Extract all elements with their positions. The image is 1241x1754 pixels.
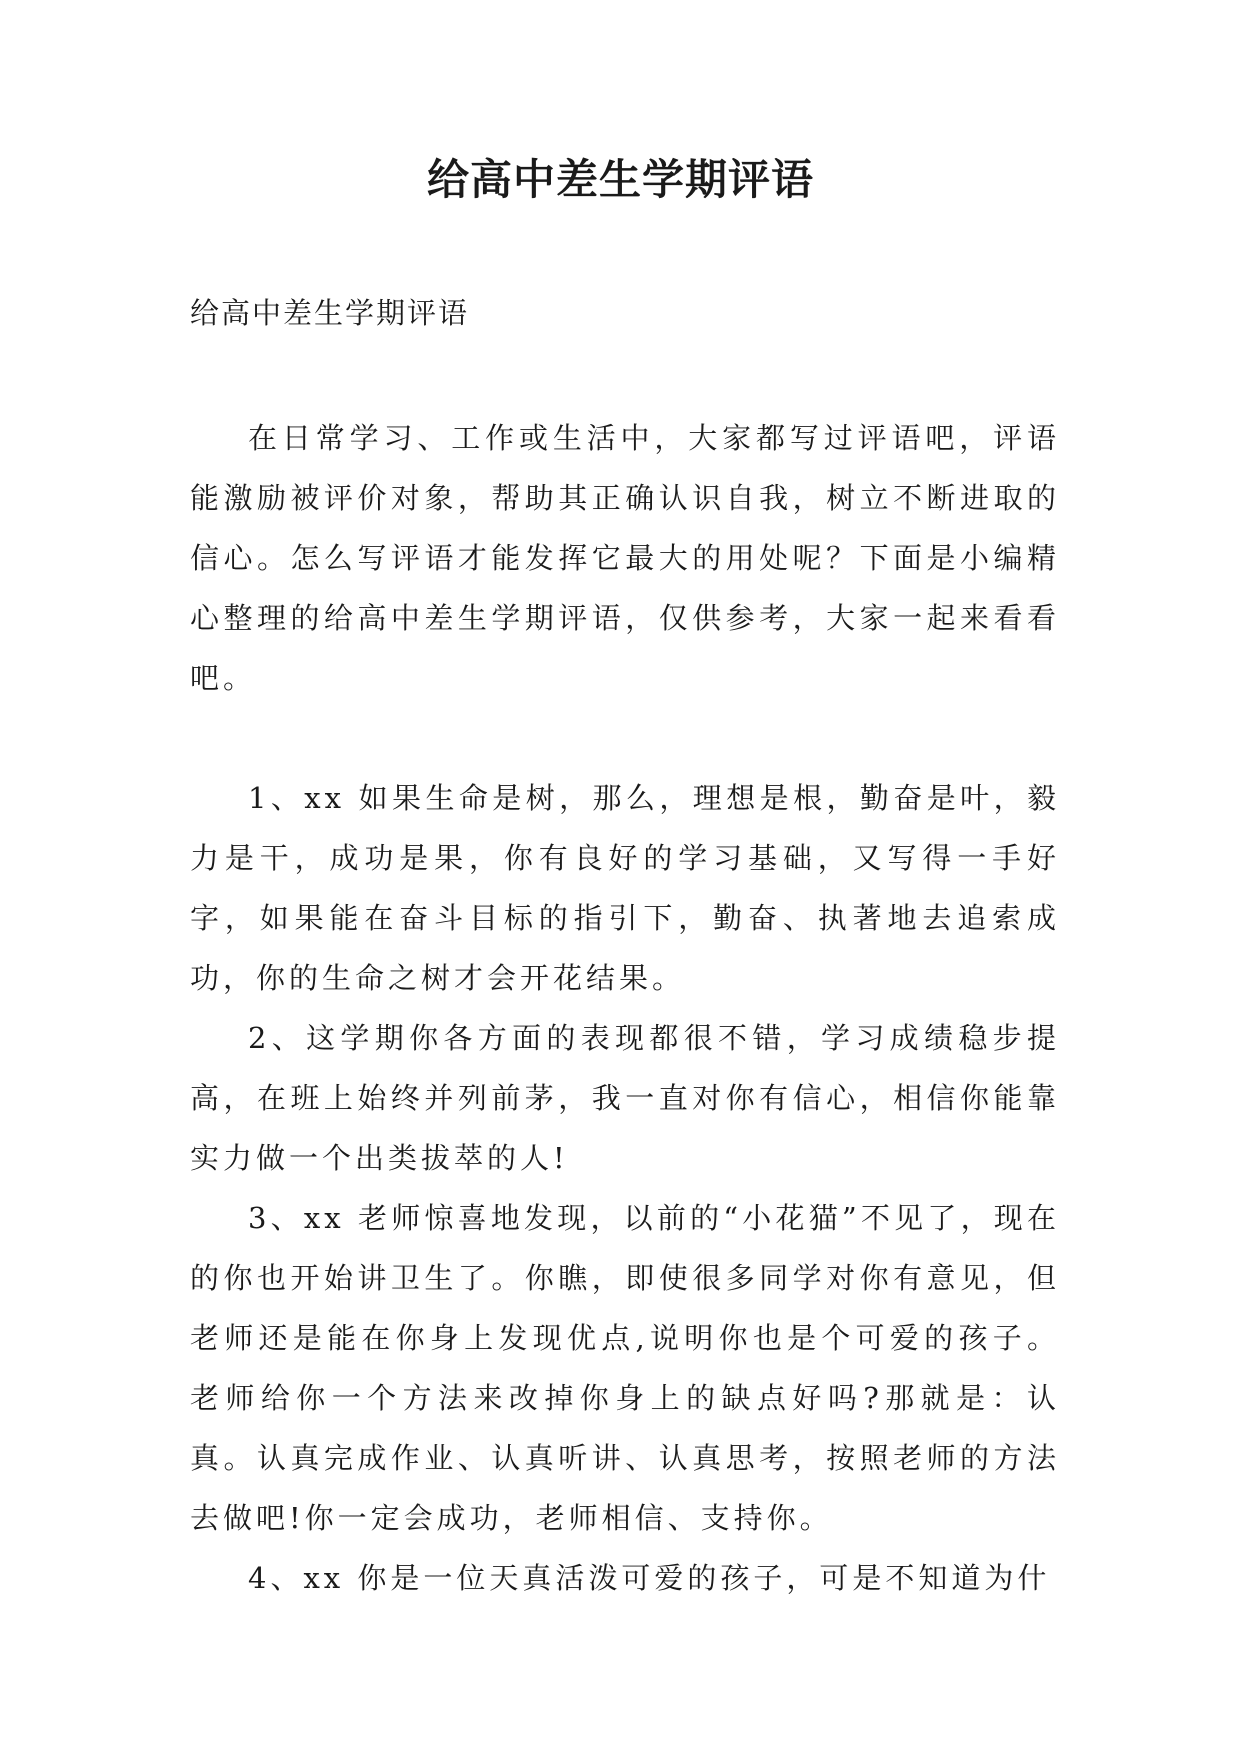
document-subtitle: 给高中差生学期评语	[190, 296, 470, 330]
comment-item-1: 1、xx 如果生命是树，那么，理想是根，勤奋是叶，毅力是干，成功是果，你有良好的学习基础，又写得一手好字，如果能在奋斗目标的指引下，勤奋、执著地去追索成功，你的生命之树才会开花结果。	[190, 781, 1060, 995]
comment-item-4: 4、xx 你是一位天真活泼可爱的孩子，可是不知道为什	[248, 1561, 1051, 1595]
document-body	[190, 408, 1060, 1608]
intro-paragraph: 在日常学习、工作或生活中，大家都写过评语吧，评语能激励被评价对象，帮助其正确认识自我，树立不断进取的信心。怎么写评语才能发挥它最大的用处呢？下面是小编精心整理的给高中差生学期评语，仅供参考，大家一起来看看吧。	[190, 421, 1060, 695]
document-title: 给高中差生学期评语	[426, 155, 814, 204]
comment-item-3: 3、xx 老师惊喜地发现，以前的“小花猫”不见了，现在的你也开始讲卫生了。你瞧，即使很多同学对你有意见，但老师还是能在你身上发现优点,说明你也是个可爱的孩子。老师给你一个方法来改掉你身上的缺点好吗?那就是：认真。认真完成作业、认真听讲、认真思考，按照老师的方法去做吧!你一定会成功，老师相信、支持你。	[190, 1201, 1060, 1535]
comment-item-2: 2、这学期你各方面的表现都很不错，学习成绩稳步提高，在班上始终并列前茅，我一直对你有信心，相信你能靠实力做一个出类拔萃的人!	[190, 1021, 1060, 1175]
